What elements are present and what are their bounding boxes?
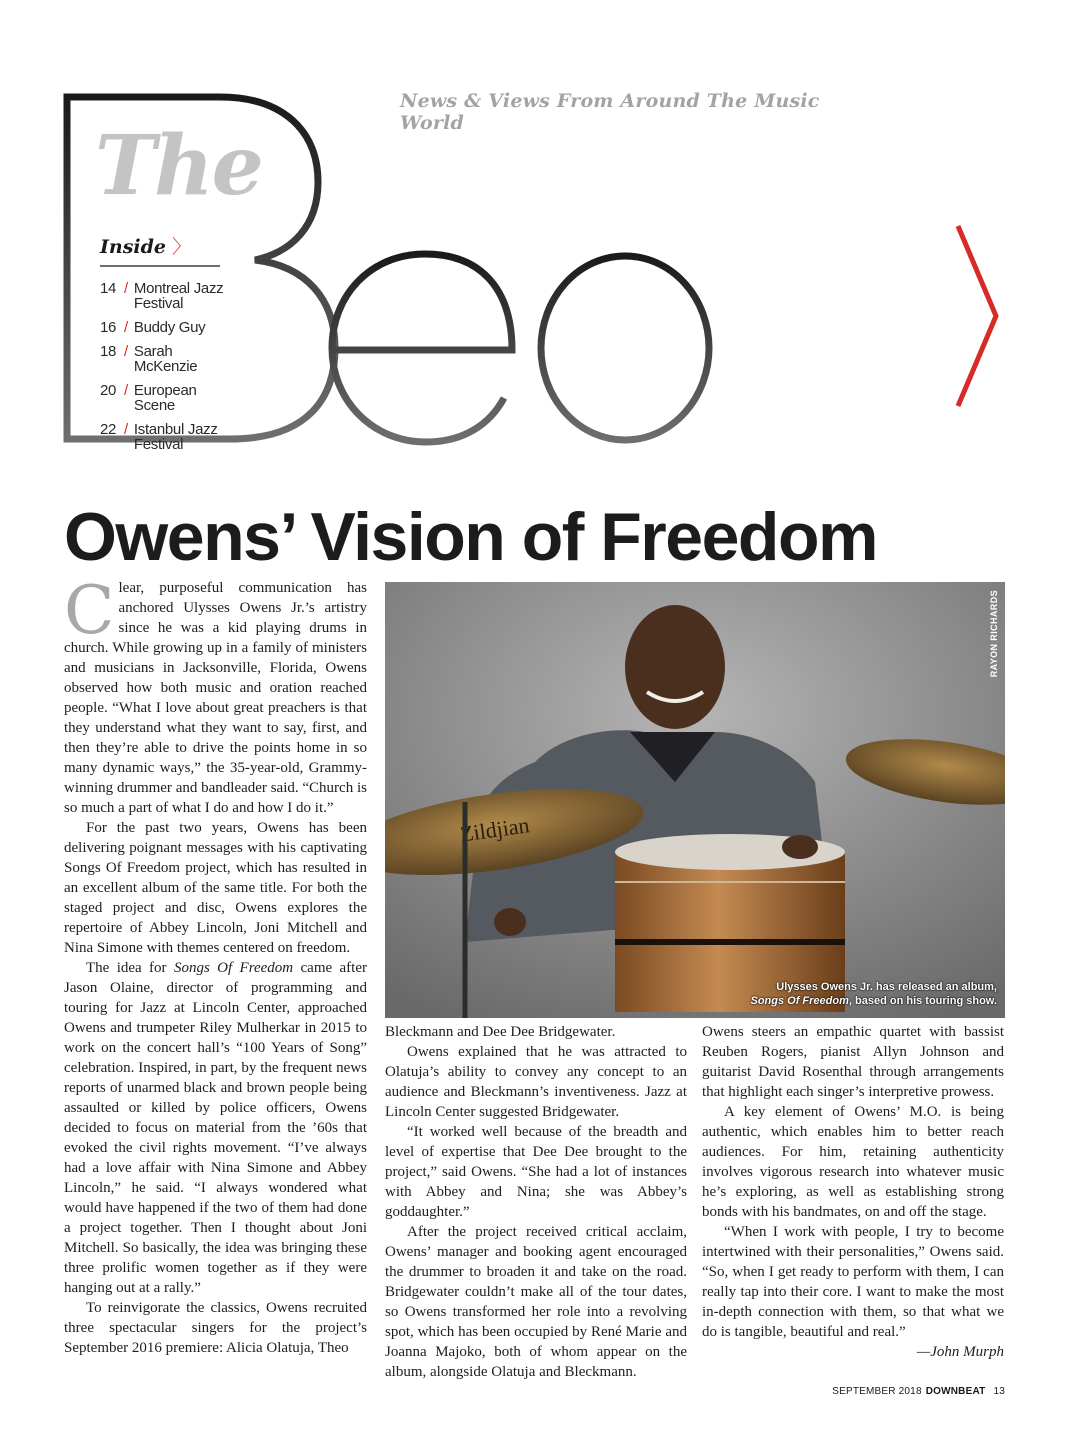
toc-page-number: 22	[100, 421, 117, 438]
paragraph: To reinvigorate the classics, Owens recruited three spectacular singers for the project’s September 2016 premiere: Alicia Olatuja, Theo	[64, 1300, 367, 1356]
album-title: Songs Of Freedom	[173, 960, 294, 976]
article-column-3	[702, 1022, 1004, 1362]
paragraph: Owens explained that he was attracted to Olatuja’s ability to convey any concept to an audience and Bleckmann’s inventiveness. Jazz at Lincoln Center suggested Bridgewater.	[385, 1044, 687, 1120]
paragraph: After the project received critical acclaim, Owens’ manager and booking agent encouraged the drummer to broaden it and take on the road. Bridgewater couldn’t make all of the tour dates, so Owens transformed her role into a revolving spot, which has been occupied by René Marie and Joanna Majoko, both of whom appear on the album, alongside Olatuja and Bleckmann.	[385, 1224, 687, 1380]
toc-slash: /	[124, 280, 128, 297]
toc-page-number: 16	[100, 319, 117, 336]
toc-slash: /	[124, 319, 128, 336]
inside-arrow-icon: 〉	[172, 236, 192, 258]
paragraph-text: came after Jason Olaine, director of programming and touring for Jazz at Lincoln Center, approached Owens and trumpeter Riley Mulherkar in 2015 to work on the concert hall’s “100 Years of Song” celebration. Inspired, in part, by the frequent news reports of unarmed black and brown people being assaulted or killed by police officers, Owens decided to focus on material from the ’60s that evoked the civil rights movement. “I’ve always had a love affair with Nina Simone and Abbey Lincoln,” he said. “I always wondered what would have happened if the two of them had done a project together. Then I thought about Joni Mitchell. So basically, the idea was bringing these three prolific women together as if they were hanging out at a rally.”	[64, 960, 367, 1296]
article-photo	[385, 582, 1005, 1018]
toc-title: Buddy Guy	[133, 319, 206, 336]
toc-item[interactable]	[100, 422, 230, 452]
toc-title: Montreal Jazz Festival	[133, 280, 224, 312]
footer-magazine: DOWNBEAT	[925, 1386, 986, 1397]
table-of-contents	[100, 281, 230, 452]
drop-cap: C	[64, 572, 115, 649]
paragraph: Owens steers an empathic quartet with bassist Reuben Rogers, pianist Allyn Johnson and guitarist David Rosenthal through arrangements that highlight each singer’s interpretive prowess.	[702, 1024, 1004, 1100]
paragraph: A key element of Owens’ M.O. is being authentic, which enables him to better reach audiences. For him, retaining authenticity involves vigorous research into whatever music he’s exploring, as well as establishing strong bonds with his bandmates, on and off the stage.	[702, 1104, 1004, 1220]
paragraph: For the past two years, Owens has been delivering poignant messages with his captivating Songs Of Freedom project, which has resulted in an excellent album of the same title. For both the staged project and disc, Owens explores the repertoire of Abbey Lincoln, Joni Mitchell and Nina Simone with themes centered on freedom.	[64, 820, 367, 956]
caption-line1: Ulysses Owens Jr. has released an album,	[776, 981, 997, 993]
toc-page-number: 18	[100, 343, 117, 360]
paragraph: “When I work with people, I try to become intertwined with their personalities,” Owens said. “So, when I get ready to perform with them, I can really tap into their core. I want to make the most in-depth connection with them, so that what we do is tangible, beautiful and real.”	[702, 1224, 1004, 1340]
toc-item[interactable]	[100, 383, 230, 413]
footer-page-number: 13	[993, 1386, 1005, 1397]
caption-album-title: Songs Of Freedom	[750, 995, 849, 1007]
paragraph: Bleckmann and Dee Dee Bridgewater.	[385, 1024, 616, 1040]
paragraph	[64, 572, 367, 818]
toc-slash: /	[124, 343, 128, 360]
caption-rest: , based on his touring show.	[848, 995, 997, 1007]
inside-label: Inside	[100, 236, 166, 258]
photo-credit: RAYON RICHARDS	[989, 590, 999, 678]
inside-title	[100, 232, 220, 267]
page-footer	[832, 1386, 1005, 1397]
article-byline: —John Murph	[916, 1344, 1004, 1360]
section-tagline: News & Views From Around The Music World	[400, 90, 820, 134]
toc-item[interactable]	[100, 320, 230, 335]
article-headline: Owens’ Vision of Freedom	[64, 499, 877, 575]
caption-line2	[750, 994, 997, 1008]
toc-slash: /	[124, 421, 128, 438]
toc-title: Istanbul Jazz Festival	[133, 421, 218, 453]
paragraph-text: lear, purposeful communication has anchored Ulysses Owens Jr.’s artistry since he was a kid playing drums in church. While growing up in a family of ministers and musicians in Jacksonville, Florida, Owens observed how both music and oration reached people. “What I love about great preachers is that they understand what they want to say, first, and then they’re able to drive the points home in so many dynamic ways,” the 35-year-old, Grammy-winning drummer and bandleader said. “Church is so much a part of what I do and how I do it.”	[64, 580, 367, 816]
toc-item[interactable]	[100, 344, 230, 374]
logo-chevron-icon	[958, 226, 996, 406]
paragraph: “It worked well because of the breadth and level of expertise that Dee Dee brought to the project,” said Owens. “She had a lot of instances with Abbey and Nina; she was Abbey’s goddaughter.”	[385, 1124, 687, 1220]
toc-item[interactable]	[100, 281, 230, 311]
logo-letter-e	[332, 254, 512, 442]
inside-box	[100, 232, 230, 461]
paragraph-text: The idea for	[86, 960, 174, 976]
logo-the-word: The	[95, 118, 262, 214]
cymbal-logo: Zildjian	[458, 812, 531, 847]
drummer-photo-illustration	[385, 582, 1005, 1018]
article-column-2	[385, 1022, 687, 1382]
toc-slash: /	[124, 382, 128, 399]
footer-issue: SEPTEMBER 2018	[832, 1386, 922, 1397]
toc-title: Sarah McKenzie	[133, 343, 198, 375]
photo-caption	[750, 980, 997, 1008]
toc-page-number: 20	[100, 382, 117, 399]
paragraph	[64, 958, 367, 1298]
article-column-1	[64, 572, 367, 1358]
section-header	[0, 0, 1069, 470]
logo-letter-a-bowl	[541, 256, 709, 440]
toc-page-number: 14	[100, 280, 117, 297]
toc-title: European Scene	[133, 382, 197, 414]
